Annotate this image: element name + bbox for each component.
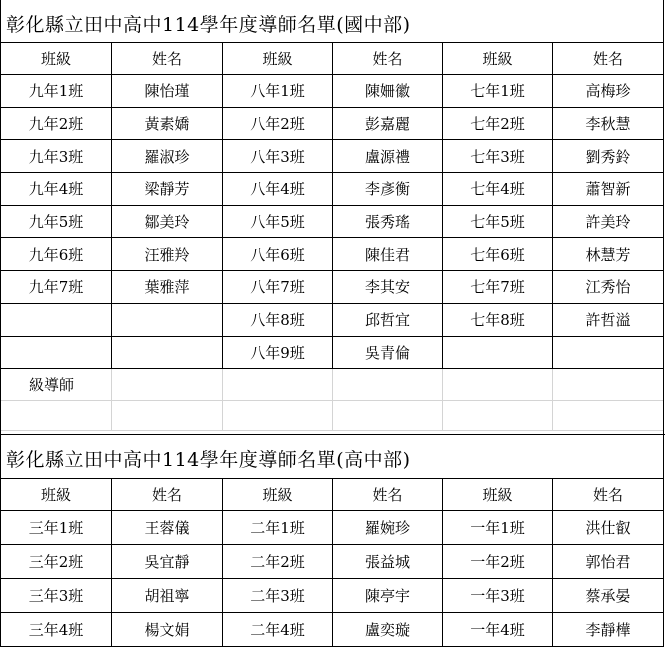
- empty-cell: [443, 401, 553, 431]
- header-class: 班級: [443, 43, 553, 75]
- teacher-cell: [553, 336, 664, 369]
- teacher-cell: 盧源禮: [333, 140, 443, 173]
- empty-cell: [1, 401, 112, 431]
- header-class: 班級: [223, 43, 333, 75]
- class-cell: 八年8班: [223, 303, 333, 336]
- class-cell: 八年1班: [223, 75, 333, 108]
- empty-cell: [333, 369, 443, 401]
- section-divider: [0, 434, 665, 435]
- teacher-cell: 江秀怡: [553, 271, 664, 304]
- junior-title: 彰化縣立田中高中114學年度導師名單(國中部): [6, 14, 411, 36]
- teacher-cell: 蔡承晏: [553, 579, 664, 613]
- teacher-cell: 楊文娟: [112, 613, 223, 647]
- junior-table: [0, 42, 664, 431]
- table-row: [1, 238, 664, 271]
- teacher-cell: 梁靜芳: [112, 173, 223, 206]
- class-cell: 八年9班: [223, 336, 333, 369]
- class-cell: 七年2班: [443, 107, 553, 140]
- class-cell: 七年4班: [443, 173, 553, 206]
- table-row: [1, 545, 664, 579]
- empty-cell: [443, 369, 553, 401]
- right-border: [663, 0, 664, 641]
- empty-cell: [223, 401, 333, 431]
- class-cell: 一年2班: [443, 545, 553, 579]
- header-name: 姓名: [112, 43, 223, 75]
- class-cell: 八年6班: [223, 238, 333, 271]
- class-cell: 八年3班: [223, 140, 333, 173]
- teacher-cell: 張秀瑤: [333, 205, 443, 238]
- empty-cell: [112, 401, 223, 431]
- teacher-cell: 陳亭宇: [333, 579, 443, 613]
- class-cell: 九年1班: [1, 75, 112, 108]
- header-name: 姓名: [112, 479, 223, 511]
- teacher-cell: 許美玲: [553, 205, 664, 238]
- header-name: 姓名: [333, 43, 443, 75]
- teacher-cell: 彭嘉麗: [333, 107, 443, 140]
- table-row: [1, 107, 664, 140]
- class-cell: [443, 336, 553, 369]
- teacher-cell: 洪仕叡: [553, 511, 664, 545]
- class-cell: 九年4班: [1, 173, 112, 206]
- header-name: 姓名: [553, 479, 664, 511]
- empty-cell: [223, 369, 333, 401]
- class-cell: 二年2班: [223, 545, 333, 579]
- teacher-cell: 羅婉珍: [333, 511, 443, 545]
- left-border: [0, 0, 1, 641]
- teacher-cell: 陳怡瑾: [112, 75, 223, 108]
- senior-header-row: [1, 479, 664, 511]
- class-cell: 九年7班: [1, 271, 112, 304]
- class-cell: 二年1班: [223, 511, 333, 545]
- table-row: [1, 75, 664, 108]
- teacher-cell: 汪雅羚: [112, 238, 223, 271]
- table-row: [1, 140, 664, 173]
- footer-row: [1, 369, 664, 401]
- class-cell: 八年2班: [223, 107, 333, 140]
- class-cell: 七年1班: [443, 75, 553, 108]
- teacher-cell: 王蓉儀: [112, 511, 223, 545]
- teacher-cell: 鄒美玲: [112, 205, 223, 238]
- empty-cell: [333, 401, 443, 431]
- class-cell: 八年4班: [223, 173, 333, 206]
- teacher-cell: 葉雅萍: [112, 271, 223, 304]
- class-cell: 八年7班: [223, 271, 333, 304]
- table-row: [1, 303, 664, 336]
- class-cell: 九年3班: [1, 140, 112, 173]
- teacher-cell: 劉秀鈴: [553, 140, 664, 173]
- junior-header-row: [1, 43, 664, 75]
- header-name: 姓名: [553, 43, 664, 75]
- teacher-cell: 郭怡君: [553, 545, 664, 579]
- header-class: 班級: [1, 479, 112, 511]
- class-cell: 三年2班: [1, 545, 112, 579]
- teacher-cell: 陳佳君: [333, 238, 443, 271]
- teacher-cell: 蕭智新: [553, 173, 664, 206]
- class-cell: 一年4班: [443, 613, 553, 647]
- senior-table: [0, 478, 664, 647]
- footer-label: 級導師: [1, 369, 112, 401]
- teacher-cell: 李秋慧: [553, 107, 664, 140]
- teacher-cell: 胡祖寧: [112, 579, 223, 613]
- class-cell: 一年1班: [443, 511, 553, 545]
- class-cell: [1, 336, 112, 369]
- senior-title: 彰化縣立田中高中114學年度導師名單(高中部): [6, 449, 411, 471]
- class-cell: 九年6班: [1, 238, 112, 271]
- table-row: [1, 613, 664, 647]
- teacher-cell: 林慧芳: [553, 238, 664, 271]
- class-cell: 七年8班: [443, 303, 553, 336]
- table-row: [1, 173, 664, 206]
- class-cell: 二年4班: [223, 613, 333, 647]
- class-cell: 二年3班: [223, 579, 333, 613]
- teacher-cell: 羅淑珍: [112, 140, 223, 173]
- table-row: [1, 579, 664, 613]
- empty-cell: [553, 401, 664, 431]
- table-row: [1, 205, 664, 238]
- teacher-cell: [112, 336, 223, 369]
- header-name: 姓名: [333, 479, 443, 511]
- header-class: 班級: [223, 479, 333, 511]
- class-cell: 八年5班: [223, 205, 333, 238]
- class-cell: 三年3班: [1, 579, 112, 613]
- class-cell: [1, 303, 112, 336]
- table-row: [1, 336, 664, 369]
- class-cell: 七年7班: [443, 271, 553, 304]
- teacher-cell: 吳宜靜: [112, 545, 223, 579]
- teacher-cell: 黃素嬌: [112, 107, 223, 140]
- empty-cell: [112, 369, 223, 401]
- teacher-cell: 李靜樺: [553, 613, 664, 647]
- class-cell: 九年5班: [1, 205, 112, 238]
- teacher-cell: 高梅珍: [553, 75, 664, 108]
- header-class: 班級: [443, 479, 553, 511]
- class-cell: 七年3班: [443, 140, 553, 173]
- class-cell: 七年6班: [443, 238, 553, 271]
- table-row: [1, 271, 664, 304]
- teacher-cell: 張益城: [333, 545, 443, 579]
- class-cell: 九年2班: [1, 107, 112, 140]
- teacher-cell: 盧奕璇: [333, 613, 443, 647]
- teacher-cell: 李其安: [333, 271, 443, 304]
- teacher-cell: 許哲溢: [553, 303, 664, 336]
- class-cell: 三年1班: [1, 511, 112, 545]
- table-row: [1, 511, 664, 545]
- blank-row: [1, 401, 664, 431]
- class-cell: 七年5班: [443, 205, 553, 238]
- empty-cell: [553, 369, 664, 401]
- teacher-cell: 吳青倫: [333, 336, 443, 369]
- header-class: 班級: [1, 43, 112, 75]
- teacher-cell: 李彥衡: [333, 173, 443, 206]
- class-cell: 三年4班: [1, 613, 112, 647]
- teacher-cell: [112, 303, 223, 336]
- class-cell: 一年3班: [443, 579, 553, 613]
- teacher-cell: 邱哲宜: [333, 303, 443, 336]
- teacher-cell: 陳姍徽: [333, 75, 443, 108]
